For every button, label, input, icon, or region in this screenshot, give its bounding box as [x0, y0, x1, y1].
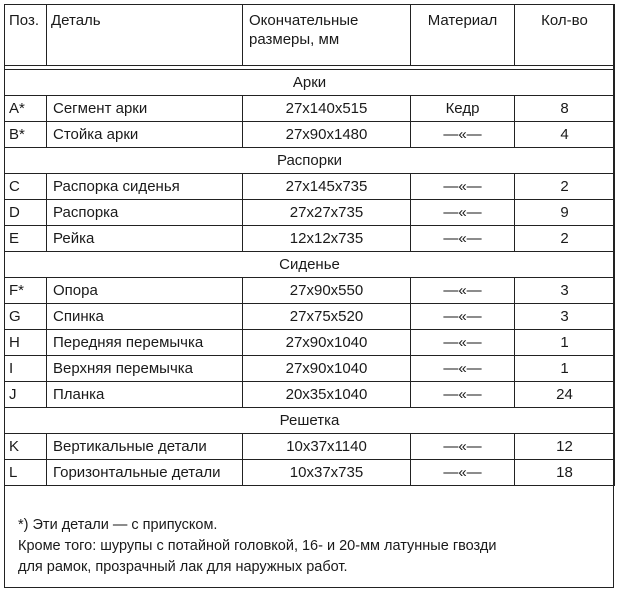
cell-pos: B*	[5, 122, 47, 148]
table-row	[5, 174, 615, 200]
cell-material: —«—	[411, 304, 515, 330]
cell-qty: 4	[515, 122, 615, 148]
cell-part: Распорка	[47, 200, 243, 226]
section-row	[5, 252, 615, 278]
cell-material: —«—	[411, 382, 515, 408]
section-title: Решетка	[5, 408, 615, 434]
table-row	[5, 382, 615, 408]
table-row	[5, 122, 615, 148]
cell-qty: 3	[515, 278, 615, 304]
cell-material: —«—	[411, 278, 515, 304]
table-row	[5, 356, 615, 382]
cell-part: Сегмент арки	[47, 96, 243, 122]
cell-material: —«—	[411, 460, 515, 486]
header-dimensions-line2: размеры, мм	[249, 31, 340, 48]
section-row	[5, 148, 615, 174]
cell-qty: 2	[515, 226, 615, 252]
cell-material: —«—	[411, 226, 515, 252]
cell-part: Спинка	[47, 304, 243, 330]
cell-dimensions: 27x145x735	[243, 174, 411, 200]
table-header-row	[5, 5, 615, 66]
table-row	[5, 278, 615, 304]
table-row	[5, 460, 615, 486]
cell-pos: K	[5, 434, 47, 460]
section-title: Сиденье	[5, 252, 615, 278]
table-row	[5, 226, 615, 252]
cell-qty: 3	[515, 304, 615, 330]
header-part: Деталь	[47, 5, 243, 66]
cell-pos: I	[5, 356, 47, 382]
cell-dimensions: 27x90x1040	[243, 330, 411, 356]
cell-pos: G	[5, 304, 47, 330]
cell-material: —«—	[411, 356, 515, 382]
cell-pos: D	[5, 200, 47, 226]
cell-dimensions: 12x12x735	[243, 226, 411, 252]
cell-qty: 1	[515, 330, 615, 356]
section-title: Распорки	[5, 148, 615, 174]
cell-part: Опора	[47, 278, 243, 304]
cell-part: Рейка	[47, 226, 243, 252]
cell-part: Вертикальные детали	[47, 434, 243, 460]
cell-pos: A*	[5, 96, 47, 122]
table-row	[5, 434, 615, 460]
parts-table	[4, 4, 615, 486]
cell-part: Передняя перемычка	[47, 330, 243, 356]
cell-part: Планка	[47, 382, 243, 408]
footnote-allowance: *) Эти детали — с припуском.	[18, 517, 218, 533]
cell-dimensions: 10x37x735	[243, 460, 411, 486]
cell-qty: 12	[515, 434, 615, 460]
cell-part: Распорка сиденья	[47, 174, 243, 200]
section-title: Арки	[5, 70, 615, 96]
cell-material: —«—	[411, 174, 515, 200]
cell-qty: 1	[515, 356, 615, 382]
cell-qty: 9	[515, 200, 615, 226]
cell-dimensions: 27x75x520	[243, 304, 411, 330]
table-row	[5, 96, 615, 122]
cell-material: —«—	[411, 434, 515, 460]
header-pos: Поз.	[5, 5, 47, 66]
cell-dimensions: 10x37x1140	[243, 434, 411, 460]
cell-pos: C	[5, 174, 47, 200]
section-row	[5, 70, 615, 96]
cell-dimensions: 27x140x515	[243, 96, 411, 122]
cell-qty: 2	[515, 174, 615, 200]
cell-part: Горизонтальные детали	[47, 460, 243, 486]
header-material: Материал	[411, 5, 515, 66]
cell-pos: J	[5, 382, 47, 408]
cell-material: —«—	[411, 200, 515, 226]
cell-pos: F*	[5, 278, 47, 304]
footnotes	[18, 515, 598, 578]
cell-material: Кедр	[411, 96, 515, 122]
cell-part: Стойка арки	[47, 122, 243, 148]
cell-pos: H	[5, 330, 47, 356]
cell-dimensions: 27x27x735	[243, 200, 411, 226]
cell-material: —«—	[411, 122, 515, 148]
table-row	[5, 330, 615, 356]
cell-pos: L	[5, 460, 47, 486]
cell-dimensions: 27x90x550	[243, 278, 411, 304]
cell-part: Верхняя перемычка	[47, 356, 243, 382]
section-row	[5, 408, 615, 434]
cell-dimensions: 20x35x1040	[243, 382, 411, 408]
table-row	[5, 200, 615, 226]
cell-dimensions: 27x90x1040	[243, 356, 411, 382]
cell-pos: E	[5, 226, 47, 252]
table-row	[5, 304, 615, 330]
cell-dimensions: 27x90x1480	[243, 122, 411, 148]
header-qty: Кол-во	[515, 5, 615, 66]
cell-material: —«—	[411, 330, 515, 356]
header-dimensions-line1: Окончательные	[249, 12, 359, 29]
header-dimensions	[243, 5, 411, 66]
cell-qty: 24	[515, 382, 615, 408]
footnote-extras-line2: для рамок, прозрачный лак для наружных работ.	[18, 559, 348, 575]
footnote-extras-line1: Кроме того: шурупы с потайной головкой, 16- и 20-мм латунные гвозди	[18, 538, 497, 554]
cell-qty: 18	[515, 460, 615, 486]
cell-qty: 8	[515, 96, 615, 122]
